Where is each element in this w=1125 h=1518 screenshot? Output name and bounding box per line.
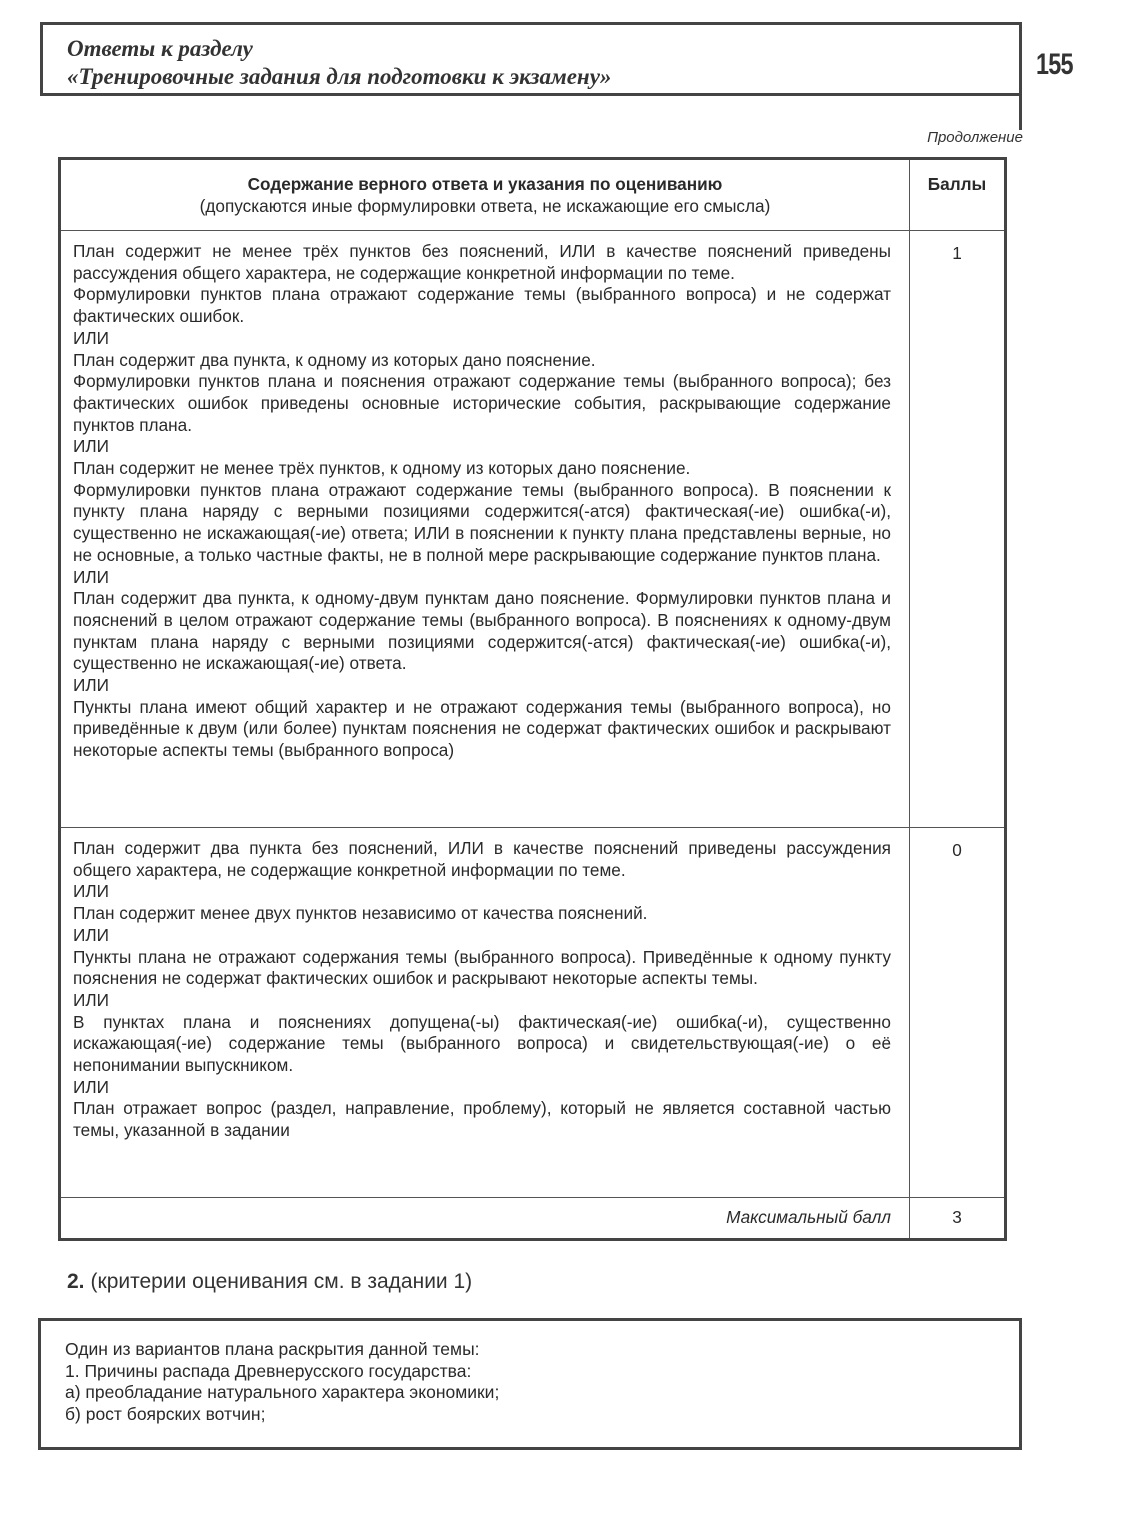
plan-line: б) рост боярских вотчин; [65,1403,266,1424]
page-number: 155 [1036,48,1073,81]
criteria-line: Формулировки пунктов плана и пояснения отражают содержание темы (выбранного вопроса); без фактических ошибок приведены основные исторические события, раскрывающие содержание пунктов плана. [73,371,891,435]
criteria-line: Пункты плана имеют общий характер и не отражают содержания темы (выбранного вопроса), но приведённые к двум (или более) пунктам пояснения не содержат фактических ошибок и раскрывают некоторые аспекты темы (выбранного вопроса) [73,696,891,761]
criteria-cell [60,828,910,1198]
points-cell: 1 [910,231,1006,828]
criteria-line: ИЛИ [73,1076,109,1097]
criteria-table [58,157,1007,1241]
criteria-line: ИЛИ [73,881,109,902]
section-title-line-1: Ответы к разделу [67,36,253,61]
continuation-label: Продолжение [927,129,1023,146]
task-2-line [67,1270,472,1294]
plan-box [38,1318,1022,1450]
criteria-line: ИЛИ [73,924,109,945]
criteria-line: План содержит два пункта, к одному-двум пунктам дано пояснение. Формулировки пунктов плана и пояснений в целом отражают содержание темы (выбранного вопроса). В пояснениях к одному-двум пунктам плана наряду с верными позициями содержится(-атся) фактическая(-ие) ошибка(-и), существенно не искажающая(-ие) ответа. [73,588,891,674]
max-score-value: 3 [910,1198,1006,1240]
max-score-label: Максимальный балл [60,1198,910,1240]
table-row [60,231,1006,828]
table-header-row [60,159,1006,231]
header-divider [1019,22,1022,130]
points-column-header: Баллы [910,159,1006,231]
section-title-line-2: «Тренировочные задания для подготовки к экзамену» [67,64,612,89]
content-header-title: Содержание верного ответа и указания по оцениванию [247,174,723,194]
criteria-line: ИЛИ [73,675,109,696]
max-score-row [60,1198,1006,1240]
criteria-line: План содержит не менее трёх пунктов без пояснений, ИЛИ в качестве пояснений приведены рассуждения общего характера, не содержащие конкретной информации по теме. [73,241,891,283]
content-column-header [60,159,910,231]
criteria-line: ИЛИ [73,436,109,457]
section-header [40,22,1020,96]
criteria-line: ИЛИ [73,327,109,348]
criteria-line: В пунктах плана и пояснениях допущена(-ы) фактическая(-ие) ошибка(-и), существенно искажающая(-ие) содержание темы (выбранного вопроса) и свидетельствующая(-ие) о её непонимании выпускником. [73,1011,891,1076]
criteria-line: План содержит два пункта без пояснений, ИЛИ в качестве пояснений приведены рассуждения общего характера, не содержащие конкретной информации по теме. [73,838,891,880]
criteria-line: План отражает вопрос (раздел, направление, проблему), который не является составной частью темы, указанной в задании [73,1098,891,1141]
criteria-line: ИЛИ [73,989,109,1010]
task-number: 2. [67,1270,85,1293]
criteria-line: План содержит два пункта, к одному из которых дано пояснение. [73,349,596,370]
criteria-line: Формулировки пунктов плана отражают содержание темы (выбранного вопроса). В пояснении к пункту плана наряду с верными позициями содержится(-атся) фактическая(-ие) ошибка(-и), существенно не искажающая(-ие) ответа; ИЛИ в пояснении к пункту плана представлены верные, но не основные, а только частные факты, не в полной мере раскрывающие содержание пунктов плана. [73,479,891,565]
criteria-line: План содержит не менее трёх пунктов, к одному из которых дано пояснение. [73,458,691,479]
criteria-cell [60,231,910,828]
plan-line: а) преобладание натурального характера экономики; [65,1382,500,1402]
criteria-line: ИЛИ [73,566,109,587]
content-header-subtitle: (допускаются иные формулировки ответа, не искажающие его смысла) [199,195,771,216]
plan-line: 1. Причины распада Древнерусского государства: [65,1360,472,1381]
task-instruction: (критерии оценивания см. в задании 1) [90,1270,473,1293]
table-row [60,828,1006,1198]
points-cell: 0 [910,828,1006,1198]
criteria-line: Пункты плана не отражают содержания темы (выбранного вопроса). Приведённые к одному пункту пояснения не содержат фактических ошибок и раскрывают некоторые аспекты темы. [73,946,891,989]
criteria-line: Формулировки пунктов плана отражают содержание темы (выбранного вопроса) и не содержат фактических ошибок. [73,284,891,327]
plan-line: Один из вариантов плана раскрытия данной темы: [65,1339,480,1359]
criteria-line: План содержит менее двух пунктов независимо от качества пояснений. [73,903,648,924]
